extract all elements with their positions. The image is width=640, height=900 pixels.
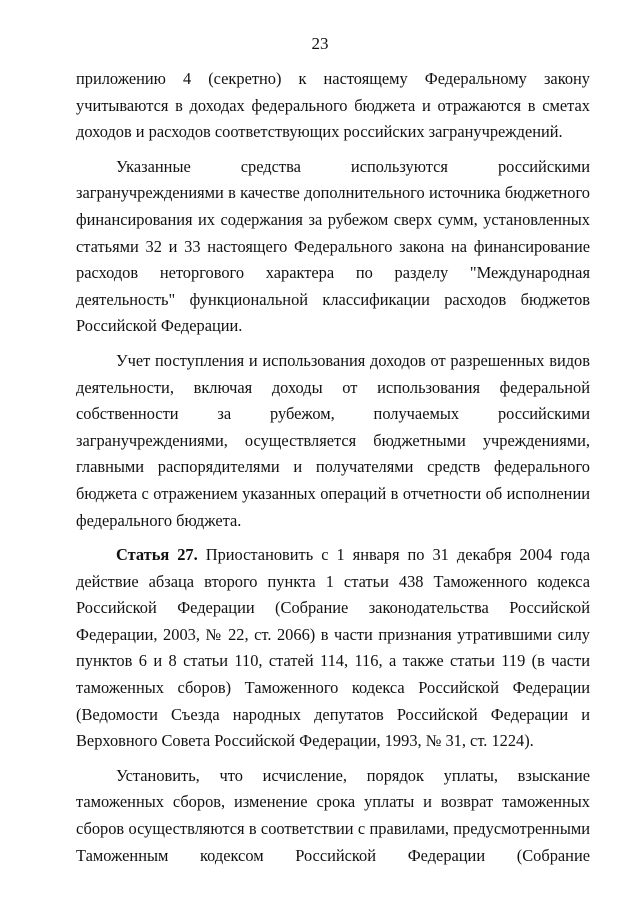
paragraph-2 bbox=[76, 154, 590, 340]
text-line: Указанные средства используются российскими bbox=[116, 156, 590, 176]
text-line: учитываются в доходах федерального бюджета и отражаются в сметах bbox=[76, 95, 590, 115]
text-line: главными распорядителями и получателями средств федерального bbox=[76, 457, 590, 477]
article-label: Статья 27. bbox=[116, 545, 198, 565]
text-line: действие абзаца второго пункта 1 статьи 438 Таможенного кодекса bbox=[76, 571, 590, 591]
text-line: деятельность" функциональной классификации расходов бюджетов bbox=[76, 289, 590, 309]
text-line: Учет поступления и использования доходов от разрешенных видов bbox=[116, 350, 590, 370]
text-line: Российской Федерации (Собрание законодательства Российской bbox=[76, 598, 590, 618]
paragraph-5 bbox=[76, 763, 590, 869]
text-line: Федерации, 2003, № 22, ст. 2066) в части признания утратившими силу bbox=[76, 624, 590, 644]
text-line: приложению 4 (секретно) к настоящему Федеральному закону bbox=[76, 69, 590, 88]
text-line: доходов и расходов соответствующих российских загранучреждений. bbox=[76, 122, 563, 142]
text-line: Таможенным кодексом Российской Федерации (Собрание bbox=[76, 845, 590, 865]
text-line: таможенных сборов, изменение срока уплаты и возврат таможенных bbox=[76, 792, 590, 812]
text-line: бюджета с отражением указанных операций в отчетности об исполнении bbox=[76, 483, 590, 503]
text-line: (Ведомости Съезда народных депутатов Российской Федерации и bbox=[76, 704, 590, 724]
article-27 bbox=[76, 542, 590, 755]
text-line: собственности за рубежом, получаемых российскими bbox=[76, 404, 590, 424]
text-line: загранучреждениями, осуществляется бюджетными учреждениями, bbox=[76, 430, 590, 450]
text-line: сборов осуществляются в соответствии с правилами, предусмотренными bbox=[76, 819, 590, 839]
text-line: Установить, что исчисление, порядок уплаты, взыскание bbox=[116, 765, 590, 785]
page-number: 23 bbox=[311, 34, 329, 53]
article-text: Приостановить с 1 января по 31 декабря 2004 года bbox=[205, 545, 590, 565]
text-line: расходов неторгового характера по разделу "Международная bbox=[76, 263, 590, 283]
text-line: Российской Федерации. bbox=[76, 316, 243, 336]
text-line: загранучреждениями в качестве дополнительного источника бюджетного bbox=[76, 183, 590, 203]
text-line: федерального бюджета. bbox=[76, 510, 242, 530]
paragraph-3 bbox=[76, 348, 590, 534]
document-body bbox=[76, 66, 590, 869]
paragraph-1 bbox=[76, 66, 590, 146]
text-line: таможенных сборов) Таможенного кодекса Российской Федерации bbox=[76, 678, 590, 698]
text-line: статьями 32 и 33 настоящего Федерального закона на финансирование bbox=[76, 236, 590, 256]
text-line: финансирования их содержания за рубежом сверх сумм, установленных bbox=[76, 209, 590, 229]
text-line: деятельности, включая доходы от использования федеральной bbox=[76, 377, 590, 397]
text-line: Верховного Совета Российской Федерации, 1993, № 31, ст. 1224). bbox=[76, 731, 534, 751]
text-line: пунктов 6 и 8 статьи 110, статей 114, 116, а также статьи 119 (в части bbox=[76, 651, 590, 671]
text-line bbox=[76, 542, 590, 569]
